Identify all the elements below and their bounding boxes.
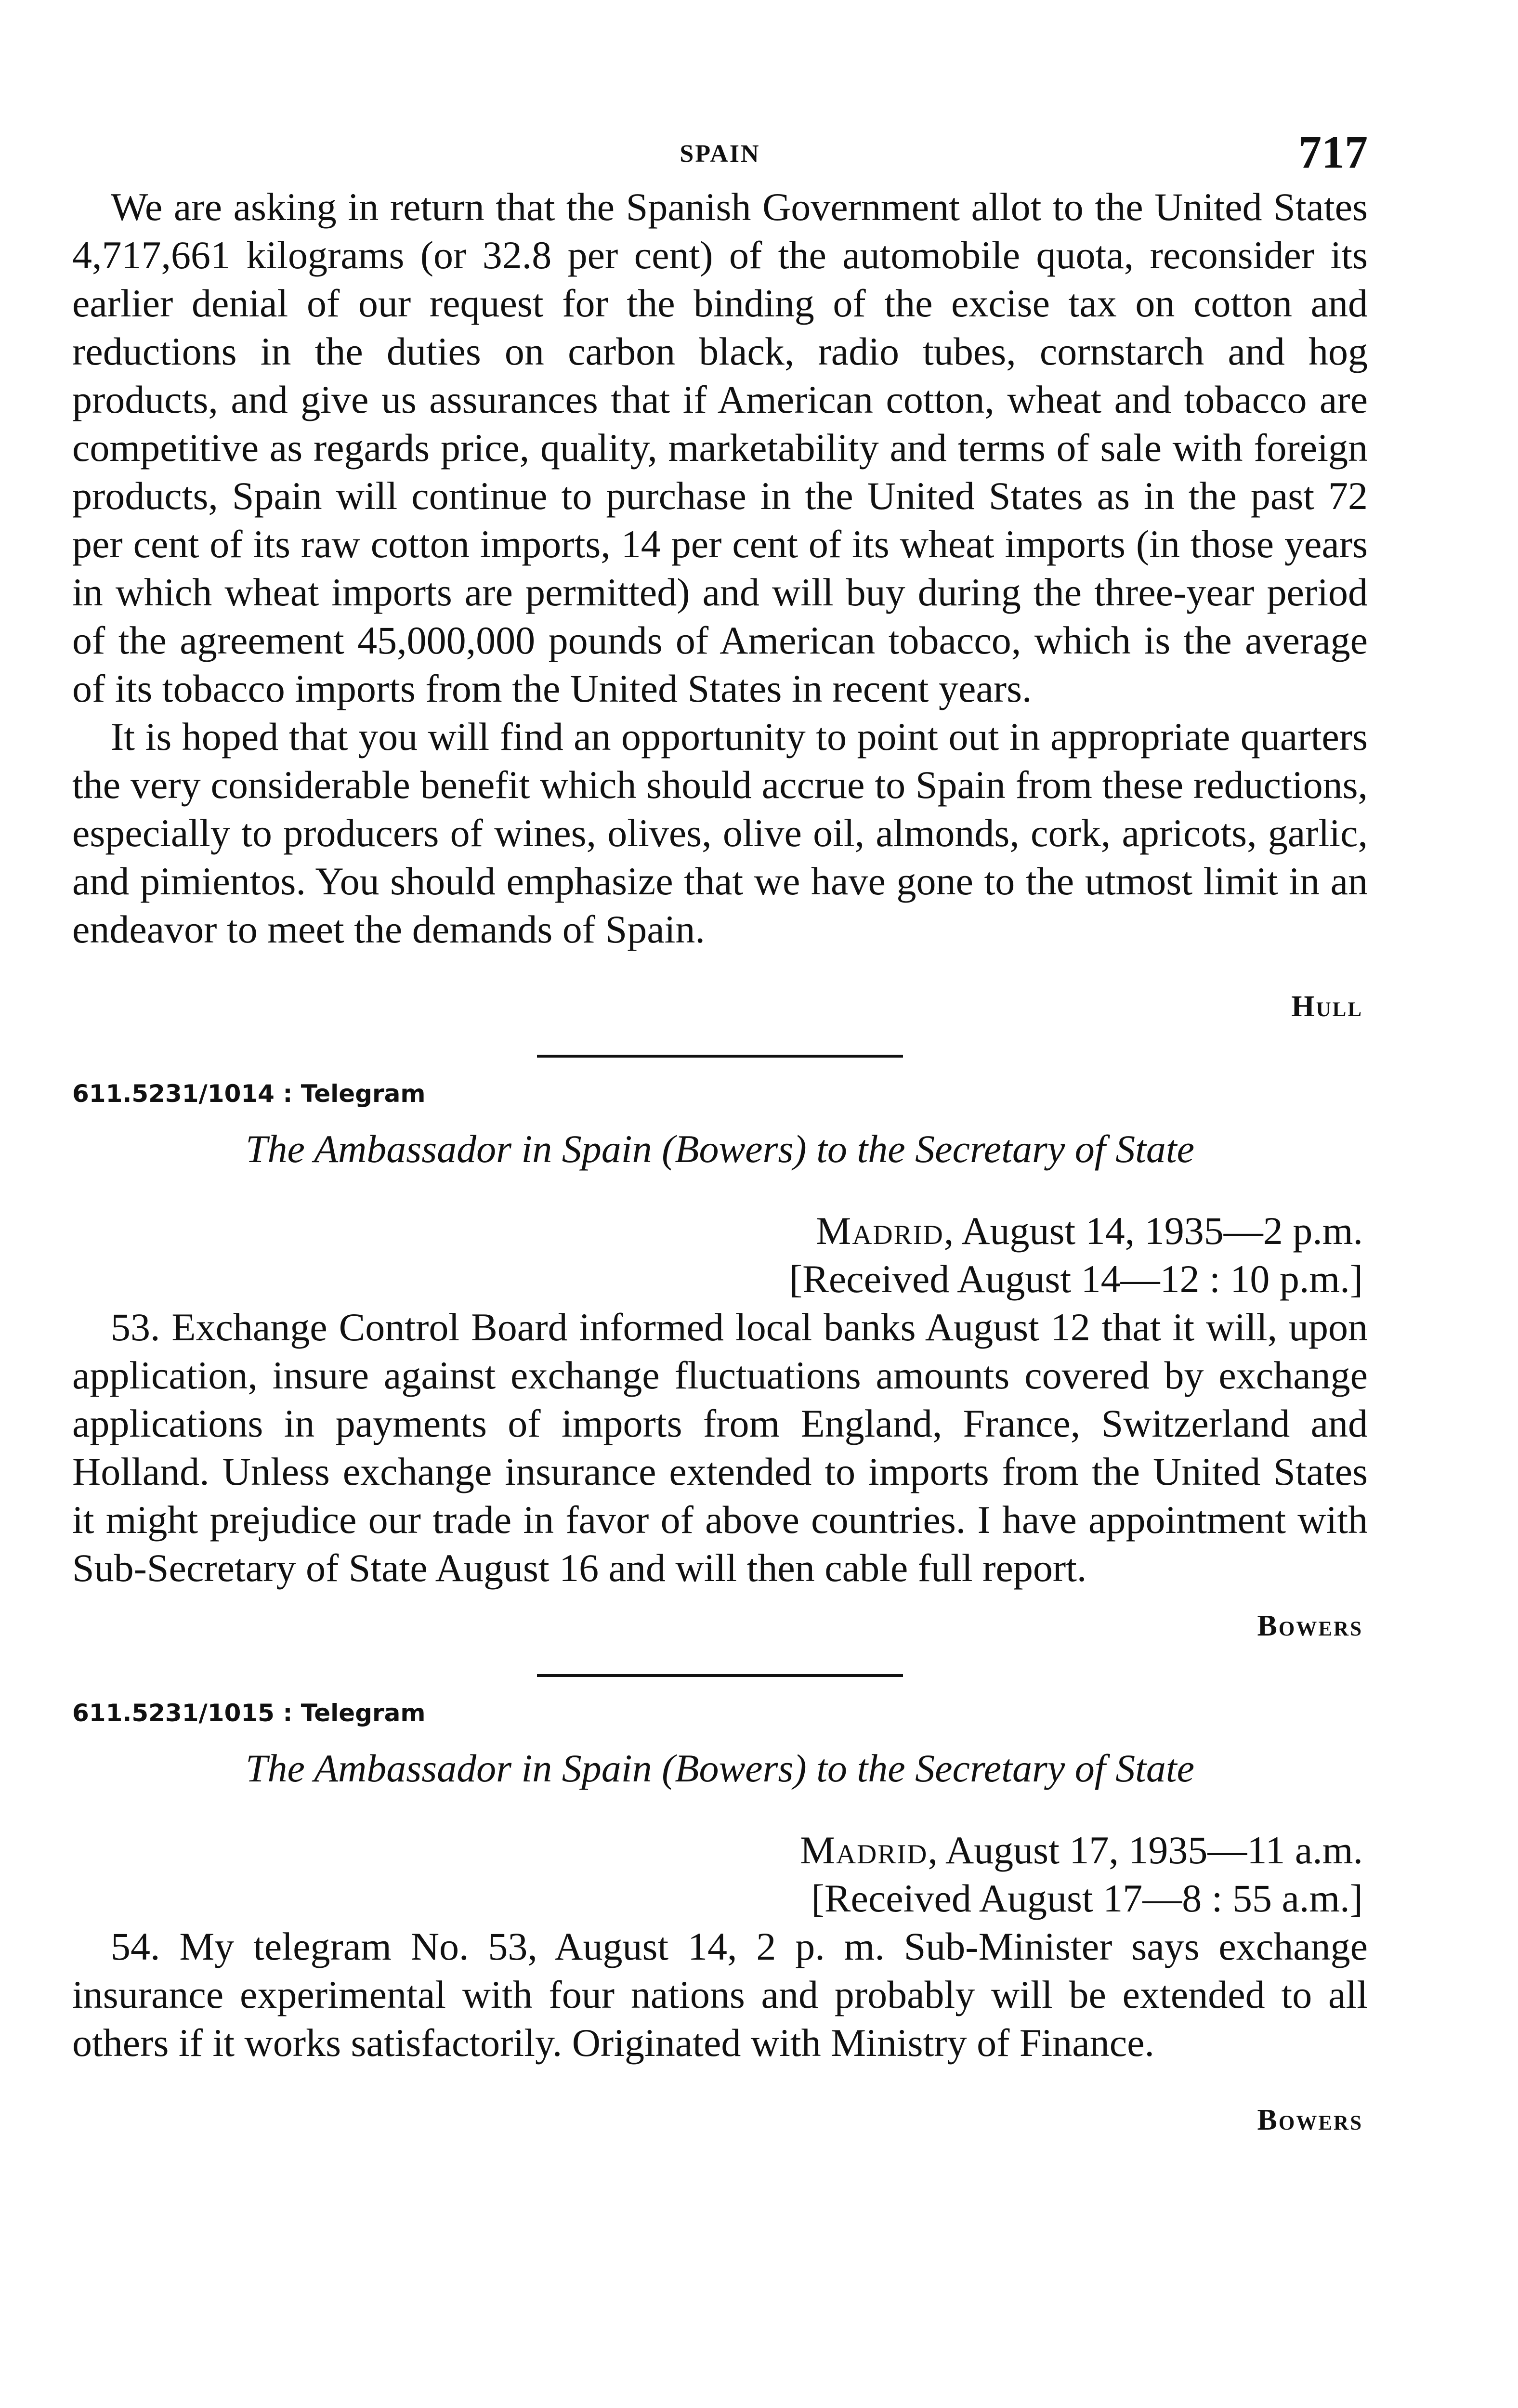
section-divider <box>537 1674 903 1677</box>
file-reference: 611.5231/1014 : Telegram <box>72 1080 426 1108</box>
signature-hull: Hull <box>1291 990 1363 1023</box>
telegram-text: 54. My telegram No. 53, August 14, 2 p. m. Sub-Minister says exchange insurance experimental with four nations and probably will be extended to all others if it works satisfactorily. Originated with Ministry of Finance. <box>72 1924 1368 2065</box>
received-line: [Received August 17—8 : 55 a.m.] <box>811 1876 1363 1920</box>
dateline-date: , August 14, 1935—2 p.m. <box>943 1209 1363 1253</box>
section-divider <box>537 1055 903 1058</box>
body-paragraph-2: It is hoped that you will find an opportunity to point out in appropriate quarters the very considerable benefit which should accrue to Spain from these reductions, especially to producers of wines, olives, olive oil, almonds, cork, apricots, garlic, and pimientos. You should emphasize that we have gone to the utmost limit in an endeavor to meet the demands of Spain. <box>72 715 1368 951</box>
page-header <box>72 125 1368 183</box>
body-paragraph-1: We are asking in return that the Spanish Government allot to the United States 4,717,661 kilograms (or 32.8 per cent) of the automobile quota, reconsider its earlier denial of our request for the binding of the excise tax on cotton and reductions in the duties on carbon black, radio tubes, cornstarch and hog products, and give us assurances that if American cotton, wheat and tobacco are competitive as regards price, quality, marketability and terms of sale with foreign products, Spain will continue to purchase in the United States as in the past 72 per cent of its raw cotton imports, 14 per cent of its wheat imports (in those years in which wheat imports are permitted) and will buy during the three-year period of the agreement 45,000,000 pounds of American tobacco, which is the average of its tobacco imports from the United States in recent years. <box>72 185 1368 710</box>
dateline-place: Madrid <box>816 1209 944 1253</box>
signature-bowers: Bowers <box>1257 2104 1363 2136</box>
file-reference: 611.5231/1015 : Telegram <box>72 1699 426 1727</box>
telegram-text: 53. Exchange Control Board informed local banks August 12 that it will, upon application, insure against exchange fluctuations amounts covered by exchange applications in payments of imports from England, France, Switzerland and Holland. Unless exchange insurance extended to imports from the United States it might prejudice our trade in favor of above countries. I have appointment with Sub-Secretary of State August 16 and will then cable full report. <box>72 1305 1368 1590</box>
page-number: 717 <box>1298 126 1368 178</box>
document-title: The Ambassador in Spain (Bowers) to the Secretary of State <box>245 1746 1195 1790</box>
dateline <box>72 1826 1363 1874</box>
dateline <box>72 1207 1363 1255</box>
received-line: [Received August 14—12 : 10 p.m.] <box>789 1257 1363 1301</box>
signature-bowers: Bowers <box>1257 1610 1363 1642</box>
dateline-date: , August 17, 1935—11 a.m. <box>928 1828 1363 1872</box>
document-title: The Ambassador in Spain (Bowers) to the Secretary of State <box>245 1127 1195 1171</box>
dateline-place: Madrid <box>800 1828 928 1872</box>
running-head: SPAIN <box>680 140 760 168</box>
document-page <box>72 125 1368 2408</box>
